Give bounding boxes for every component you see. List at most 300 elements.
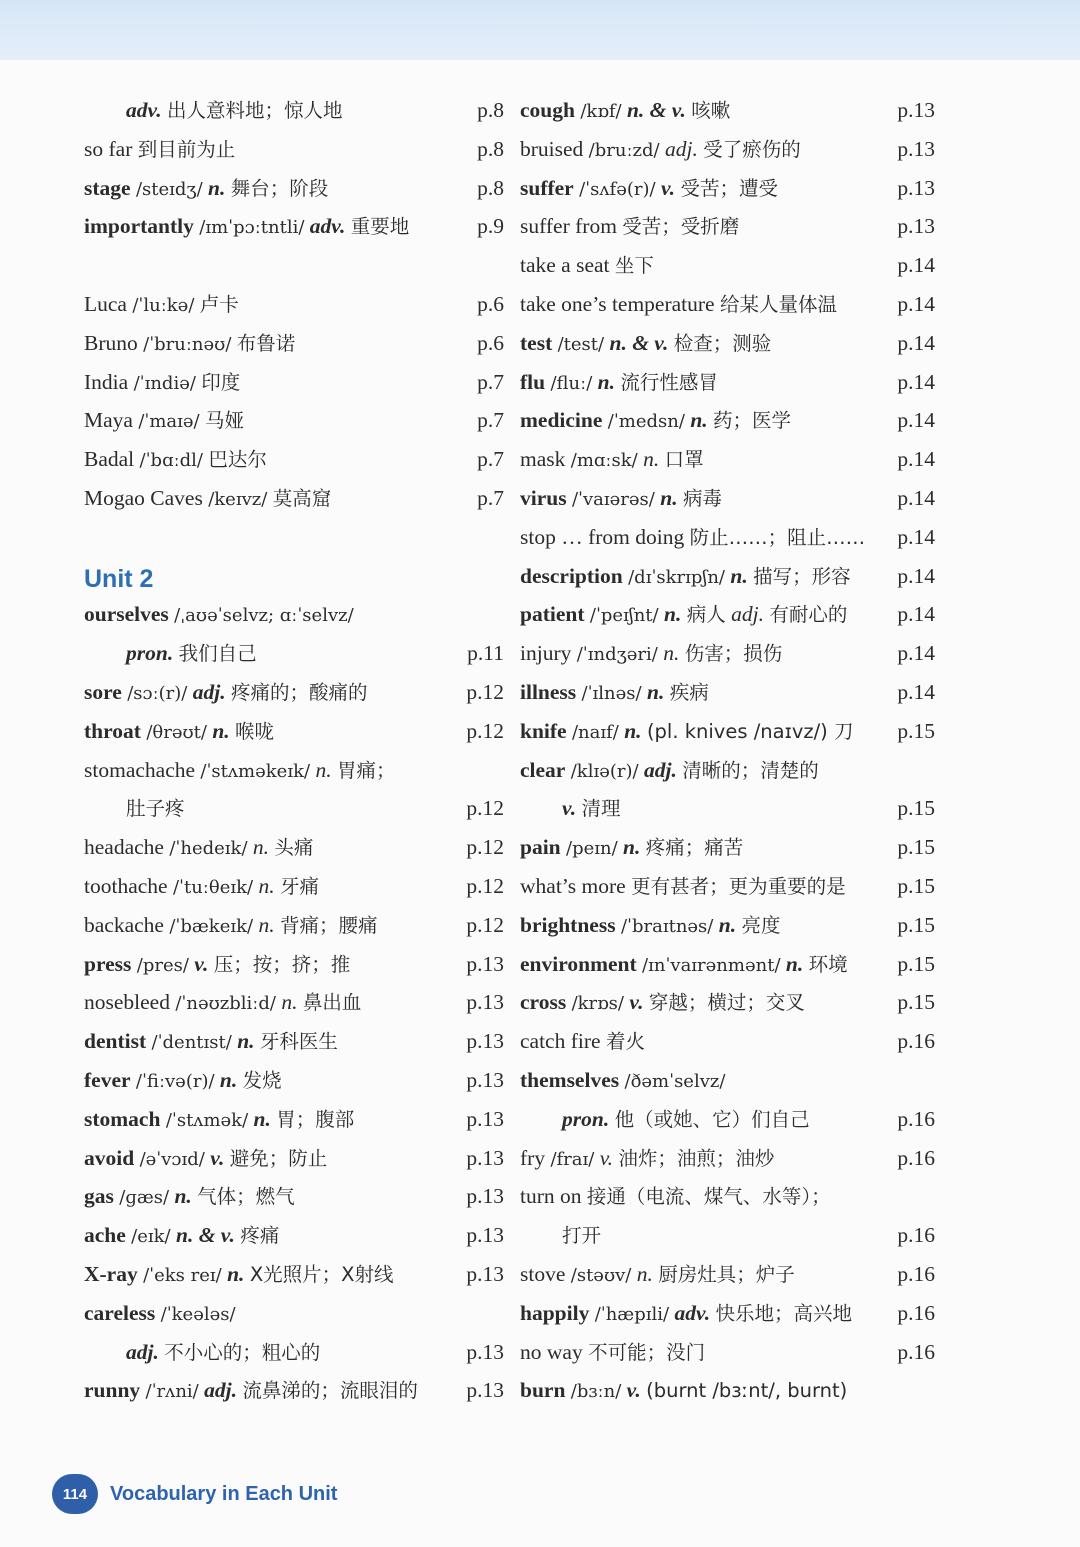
vocab-entry — [84, 1216, 504, 1255]
vocab-definition: (pl. knives /naɪvz/) 刀 — [646, 719, 854, 743]
vocab-entry — [520, 324, 935, 363]
vocab-entry — [520, 479, 935, 518]
vocab-entry — [84, 479, 504, 518]
vocab-entry — [84, 91, 504, 130]
vocab-entry — [520, 1371, 935, 1410]
vocab-word: flu — [520, 369, 546, 394]
part-of-speech: n. & v. — [176, 1223, 235, 1248]
vocab-entry — [84, 363, 504, 402]
vocab-phonetic: /ɪmˈpɔːtntli/ — [199, 217, 305, 239]
vocab-word: environment — [520, 951, 637, 976]
vocab-word: mask — [520, 447, 566, 472]
vocab-word: fever — [84, 1067, 131, 1092]
vocab-word: test — [520, 330, 553, 355]
vocab-word: sore — [84, 679, 122, 704]
part-of-speech: n. — [219, 1067, 238, 1092]
footer-title: Vocabulary in Each Unit — [110, 1482, 338, 1505]
vocab-phonetic: /ˈnəʊzbliːd/ — [175, 993, 276, 1015]
vocab-entry — [520, 1216, 935, 1255]
vocab-phonetic: /ˈstʌməkeɪk/ — [200, 760, 311, 782]
part-of-speech: n. — [660, 485, 678, 510]
vocab-phonetic: /ðəmˈselvz/ — [624, 1070, 726, 1092]
part-of-speech: n. — [253, 1106, 271, 1131]
page-reference: p.16 — [897, 1339, 935, 1364]
vocab-phonetic: /ˌaʊəˈselvz; ɑːˈselvz/ — [174, 605, 354, 627]
page-reference: p.14 — [897, 330, 935, 355]
vocab-entry — [84, 285, 504, 324]
vocab-entry — [84, 1294, 504, 1333]
vocab-word: themselves — [520, 1067, 620, 1092]
part-of-speech: adj. — [643, 757, 677, 782]
part-of-speech: adj. — [192, 679, 226, 704]
vocab-word: knife — [520, 718, 567, 743]
vocab-text — [520, 1216, 601, 1256]
vocab-phonetic: /pres/ — [136, 954, 189, 976]
spacer — [84, 518, 504, 557]
page-reference: p.13 — [466, 1223, 504, 1248]
part-of-speech: adj. — [204, 1378, 237, 1403]
vocab-entry — [84, 789, 504, 828]
vocab-word: suffer — [520, 175, 574, 200]
vocab-word: take one’s temperature — [520, 291, 715, 316]
page-reference: p.14 — [897, 602, 935, 627]
part-of-speech: v. — [629, 990, 644, 1015]
page-reference: p.13 — [466, 951, 504, 976]
vocab-definition: 咳嗽 — [691, 99, 731, 122]
vocab-text — [520, 285, 837, 325]
page-reference: p.13 — [897, 175, 935, 200]
part-of-speech: n. — [212, 718, 230, 743]
vocab-word: no way — [520, 1339, 583, 1364]
vocab-word: India — [84, 369, 129, 394]
page-reference: p.7 — [477, 408, 504, 433]
page-reference: p.14 — [897, 447, 935, 472]
vocab-text — [520, 130, 801, 171]
vocab-phonetic: /steɪdʒ/ — [135, 178, 203, 200]
vocab-word: headache — [84, 835, 164, 860]
vocab-definition: 油炸；油煎；油炒 — [618, 1146, 775, 1170]
vocab-word: take a seat — [520, 253, 610, 278]
vocab-phonetic: /mɑːsk/ — [570, 450, 638, 472]
part-of-speech: adv. — [309, 214, 346, 239]
page-reference: p.14 — [897, 369, 935, 394]
vocab-text — [84, 207, 409, 248]
top-color-band — [0, 0, 1080, 60]
vocab-entry — [520, 1333, 935, 1372]
page-reference: p.12 — [466, 796, 504, 821]
left-vocabulary-column — [84, 91, 504, 1410]
vocab-word: brightness — [520, 912, 616, 937]
vocab-phonetic: /ˈhæpɪli/ — [594, 1303, 670, 1325]
vocab-text — [84, 1061, 282, 1102]
vocab-entry — [520, 1139, 935, 1178]
vocab-phonetic: /ˈsʌfə(r)/ — [579, 178, 656, 200]
vocab-text — [84, 1139, 327, 1180]
page-reference: p.12 — [466, 912, 504, 937]
vocab-entry — [84, 1255, 504, 1294]
vocab-phonetic: /keɪvz/ — [208, 488, 268, 510]
vocab-word: press — [84, 951, 132, 976]
vocab-definition: X光照片；X射线 — [249, 1262, 394, 1286]
vocab-entry — [520, 440, 935, 479]
vocab-text — [520, 712, 853, 753]
part-of-speech: n. — [208, 175, 226, 200]
vocab-entry — [520, 1022, 935, 1061]
vocab-word: injury — [520, 641, 572, 666]
page-reference: p.13 — [897, 98, 935, 122]
part-of-speech: n. — [718, 912, 737, 937]
part-of-speech: n. — [237, 1029, 255, 1054]
vocab-definition: 牙科医生 — [259, 1030, 338, 1054]
vocab-definition: 流行性感冒 — [620, 370, 718, 394]
vocab-phonetic: /bɜːn/ — [570, 1381, 622, 1403]
vocab-definition: 他（或她、它）们自己 — [614, 1107, 810, 1131]
vocab-entry — [84, 1100, 504, 1139]
vocab-definition: (burnt /bɜːnt/, burnt) — [646, 1379, 848, 1403]
vocab-definition: 流鼻涕的；流眼泪的 — [242, 1379, 418, 1403]
vocab-entry — [84, 983, 504, 1022]
vocab-phonetic: /ˈbækeɪk/ — [169, 915, 254, 937]
vocab-text — [84, 673, 368, 714]
page-footer — [52, 1474, 337, 1514]
vocab-entry — [520, 867, 935, 906]
page-reference: p.14 — [897, 524, 935, 549]
vocab-definition: 背痛；腰痛 — [279, 913, 378, 937]
vocab-definition: 厨房灶具；炉子 — [658, 1262, 795, 1286]
vocab-phonetic: /ɪnˈvaɪrənmənt/ — [642, 954, 781, 976]
vocab-word: bruised — [520, 136, 584, 161]
vocab-text — [84, 1294, 236, 1335]
vocab-phonetic: /ˈpeɪʃnt/ — [589, 605, 659, 627]
vocab-entry — [84, 634, 504, 673]
vocab-definition: 着火 — [605, 1030, 645, 1054]
vocab-entry — [520, 789, 935, 828]
vocab-word: catch fire — [520, 1029, 601, 1054]
part-of-speech: v. — [210, 1145, 225, 1170]
vocab-text — [520, 751, 819, 792]
vocab-text — [84, 634, 257, 674]
vocab-text — [520, 1371, 847, 1412]
vocab-entry — [520, 1294, 935, 1333]
vocab-word: nosebleed — [84, 990, 170, 1015]
vocab-definition: 不可能；没门 — [588, 1340, 706, 1364]
vocab-text — [84, 1100, 354, 1141]
vocab-text — [520, 945, 848, 986]
vocab-word: stomach — [84, 1106, 161, 1131]
vocab-definition: 到目前为止 — [137, 137, 236, 161]
vocab-definition: 药；医学 — [713, 409, 792, 433]
page-reference: p.15 — [897, 912, 935, 937]
vocab-word: backache — [84, 912, 164, 937]
vocab-entry — [520, 906, 935, 945]
vocab-phonetic: /θrəʊt/ — [146, 721, 207, 743]
page-reference: p.12 — [466, 835, 504, 860]
vocab-word: illness — [520, 679, 577, 704]
vocab-definition: 伤害；损伤 — [684, 642, 783, 666]
vocab-word: Mogao Caves — [84, 485, 203, 510]
vocab-phonetic: /peɪn/ — [566, 838, 618, 860]
vocab-entry — [520, 712, 935, 751]
vocab-definition: 受苦；受折磨 — [622, 215, 740, 239]
vocab-definition: 病毒 — [682, 486, 722, 510]
vocab-definition: 莫高窟 — [272, 486, 332, 510]
vocab-definition: 快乐地；高兴地 — [715, 1301, 852, 1325]
vocab-phonetic: /ˈdentɪst/ — [151, 1032, 232, 1054]
vocab-phonetic: /krɒs/ — [571, 993, 624, 1015]
vocab-text — [84, 324, 295, 365]
vocab-phonetic: /ˈbɑːdl/ — [139, 450, 203, 472]
vocab-definition: 重要地 — [350, 215, 410, 239]
vocab-text — [84, 983, 361, 1024]
vocab-entry — [520, 1177, 935, 1216]
part-of-speech: adv. — [674, 1300, 711, 1325]
vocab-definition: 有耐心的 — [769, 603, 848, 627]
part-of-speech: v. — [562, 796, 577, 821]
part-of-speech: n. — [643, 447, 660, 472]
vocab-text — [84, 867, 319, 908]
vocab-phonetic: /dɪˈskrɪpʃn/ — [628, 566, 725, 588]
vocab-text — [520, 207, 739, 247]
part-of-speech: v. — [194, 951, 209, 976]
page-reference: p.16 — [897, 1300, 935, 1325]
page-reference: p.13 — [897, 136, 935, 161]
page-reference: p.14 — [897, 253, 935, 278]
vocab-text — [520, 1294, 852, 1335]
vocab-entry — [520, 1061, 935, 1100]
vocab-phonetic: /stəʊv/ — [570, 1264, 632, 1286]
vocab-word: importantly — [84, 214, 194, 239]
page-reference: p.13 — [466, 1184, 504, 1209]
vocab-phonetic: /kɒf/ — [580, 101, 622, 122]
vocab-entry — [520, 169, 935, 208]
vocab-entry — [84, 324, 504, 363]
vocab-phonetic: /test/ — [557, 333, 605, 355]
vocab-word: avoid — [84, 1145, 135, 1170]
part-of-speech: pron. — [126, 641, 174, 666]
vocab-word: description — [520, 563, 623, 588]
part-of-speech: n. — [227, 1261, 245, 1286]
vocab-entry — [520, 285, 935, 324]
page-reference: p.14 — [897, 408, 935, 433]
vocab-text — [520, 595, 847, 636]
vocab-word: clear — [520, 757, 566, 782]
page-reference: p.12 — [466, 718, 504, 743]
vocab-definition: 疼痛的；酸痛的 — [230, 680, 368, 704]
page-reference: p.12 — [466, 873, 504, 898]
part-of-speech: adv. — [126, 98, 162, 122]
vocab-definition: 卢卡 — [199, 292, 239, 316]
page-reference: p.15 — [897, 873, 935, 898]
vocab-phonetic: /ˈɪndiə/ — [133, 372, 196, 394]
vocab-text — [520, 1100, 810, 1140]
part-of-speech: n. — [663, 602, 682, 627]
vocab-word: virus — [520, 485, 567, 510]
vocab-definition: 巴达尔 — [208, 448, 267, 472]
page-reference: p.8 — [477, 136, 504, 161]
vocab-definition: 牙痛 — [279, 874, 319, 898]
vocab-phonetic: /ˈmaɪə/ — [138, 411, 200, 433]
page-reference: p.14 — [897, 563, 935, 588]
page-reference: p.13 — [466, 1261, 504, 1286]
vocab-text — [520, 1333, 705, 1373]
vocab-phonetic: /eɪk/ — [131, 1226, 171, 1248]
vocab-entry — [520, 246, 935, 285]
vocab-entry — [520, 945, 935, 984]
vocab-text — [84, 401, 244, 442]
vocab-word: stop … from doing — [520, 524, 685, 549]
part-of-speech: n. — [281, 990, 298, 1015]
vocab-word: pain — [520, 835, 561, 860]
page-reference: p.15 — [897, 796, 935, 821]
vocab-text — [520, 91, 730, 132]
vocab-definition: 疼痛 — [240, 1224, 280, 1248]
vocab-word: throat — [84, 718, 141, 743]
vocab-word: cough — [520, 98, 575, 122]
vocab-definition: 不小心的；粗心的 — [164, 1340, 321, 1364]
vocab-definition: 布鲁诺 — [236, 331, 296, 355]
vocab-phonetic: /ˈtuːθeɪk/ — [172, 876, 254, 898]
vocab-word: ourselves — [84, 602, 169, 627]
vocab-text — [520, 1022, 645, 1062]
part-of-speech: v. — [660, 175, 676, 200]
vocab-entry — [84, 1139, 504, 1178]
vocab-text — [84, 1371, 418, 1412]
vocab-text — [84, 130, 235, 170]
vocab-text — [520, 479, 722, 520]
vocab-definition: 坐下 — [614, 254, 654, 278]
vocab-definition: 检查；测验 — [673, 331, 772, 355]
part-of-speech: n. — [690, 408, 708, 433]
vocab-phonetic: /ˈbruːnəʊ/ — [143, 333, 232, 355]
vocab-text — [84, 440, 267, 481]
vocab-entry — [84, 712, 504, 751]
part-of-speech: adj. — [126, 1339, 159, 1364]
part-of-speech: n. — [624, 718, 642, 743]
page-reference: p.15 — [897, 835, 935, 860]
vocab-entry — [84, 906, 504, 945]
vocab-definition: 接通（电流、煤气、水等）； — [586, 1185, 831, 1209]
part-of-speech: n. & v. — [626, 98, 686, 122]
page-reference: p.13 — [466, 1029, 504, 1054]
vocab-text — [84, 169, 328, 210]
page-reference: p.15 — [897, 990, 935, 1015]
vocab-entry — [520, 363, 935, 402]
vocab-phonetic: /sɔː(r)/ — [127, 682, 188, 704]
page-reference: p.16 — [897, 1145, 935, 1170]
vocab-word: so far — [84, 136, 133, 161]
vocab-definition: 受了瘀伤的 — [703, 137, 801, 161]
vocab-definition: 头痛 — [274, 836, 314, 860]
part-of-speech: n. & v. — [609, 330, 669, 355]
page-reference: p.14 — [897, 291, 935, 316]
vocab-text — [84, 1022, 338, 1063]
vocab-phonetic: /ˈbraɪtnəs/ — [620, 915, 714, 937]
page-reference: p.13 — [466, 1145, 504, 1170]
page-number-badge: 114 — [52, 1474, 98, 1514]
vocab-definition: 穿越；横过；交叉 — [648, 991, 805, 1015]
vocab-text — [84, 789, 185, 829]
vocab-entry — [520, 207, 935, 246]
vocab-entry — [520, 673, 935, 712]
vocab-definition: 亮度 — [741, 913, 781, 937]
vocab-text — [520, 789, 621, 829]
vocab-entry — [84, 1371, 504, 1410]
vocab-word: toothache — [84, 873, 168, 898]
part-of-speech: n. — [258, 912, 275, 937]
vocab-entry — [84, 440, 504, 479]
vocab-entry — [520, 983, 935, 1022]
part-of-speech: n. — [258, 873, 275, 898]
vocab-text — [84, 479, 331, 520]
page-reference: p.9 — [477, 214, 504, 239]
page-reference: p.13 — [897, 214, 935, 239]
vocab-phonetic: /fluː/ — [550, 372, 593, 394]
vocab-word: burn — [520, 1378, 566, 1403]
vocab-definition: 清理 — [581, 797, 621, 821]
vocab-entry — [520, 1255, 935, 1294]
vocab-phonetic: /ˈhedeɪk/ — [169, 838, 248, 860]
page-reference: p.14 — [897, 641, 935, 666]
vocab-text — [520, 1061, 725, 1102]
vocab-definition: 清晰的；清楚的 — [682, 758, 819, 782]
vocab-word: Luca — [84, 291, 127, 316]
vocab-phonetic: /ˈfiːvə(r)/ — [135, 1070, 215, 1092]
vocab-word: X-ray — [84, 1261, 138, 1286]
vocab-definition: 病人 — [686, 603, 726, 627]
vocab-text — [84, 1255, 394, 1296]
vocab-phonetic: /naɪf/ — [571, 721, 619, 743]
part-of-speech: n. — [646, 679, 665, 704]
vocab-entry — [520, 634, 935, 673]
vocab-text — [84, 1333, 320, 1373]
vocab-definition: 鼻出血 — [302, 991, 362, 1015]
vocab-entry — [84, 207, 504, 246]
page-reference: p.7 — [477, 369, 504, 394]
vocab-word: fry — [520, 1145, 546, 1170]
vocab-entry — [84, 867, 504, 906]
vocab-entry — [520, 595, 935, 634]
page-reference: p.12 — [466, 679, 504, 704]
vocab-word: medicine — [520, 408, 603, 433]
vocab-entry — [84, 751, 504, 790]
vocab-text — [84, 363, 240, 404]
vocab-definition: 口罩 — [664, 448, 704, 472]
vocab-entry — [520, 401, 935, 440]
vocab-phonetic: /ˈɪndʒəri/ — [576, 644, 658, 666]
vocab-entry — [84, 169, 504, 208]
part-of-speech: n. — [636, 1261, 653, 1286]
page-reference: p.7 — [477, 485, 504, 510]
vocab-entry — [520, 518, 935, 557]
vocab-word: ache — [84, 1223, 126, 1248]
page-reference: p.16 — [897, 1106, 935, 1131]
vocab-definition: 压；按；挤；推 — [213, 952, 351, 976]
vocab-phonetic: /ɡæs/ — [119, 1187, 170, 1209]
vocab-entry — [520, 828, 935, 867]
page-reference: p.16 — [897, 1029, 935, 1054]
vocab-text — [520, 673, 709, 714]
vocab-phonetic: /bruːzd/ — [588, 139, 660, 161]
vocab-text — [520, 634, 782, 675]
vocab-text — [520, 906, 780, 947]
vocab-text — [84, 945, 350, 986]
vocab-word: careless — [84, 1300, 156, 1325]
unit-heading: Unit 2 — [84, 564, 154, 593]
vocab-definition: 肚子疼 — [126, 797, 185, 821]
vocab-definition: 防止……；阻止…… — [689, 525, 866, 549]
vocab-word: stove — [520, 1261, 566, 1286]
vocab-text — [520, 363, 718, 404]
